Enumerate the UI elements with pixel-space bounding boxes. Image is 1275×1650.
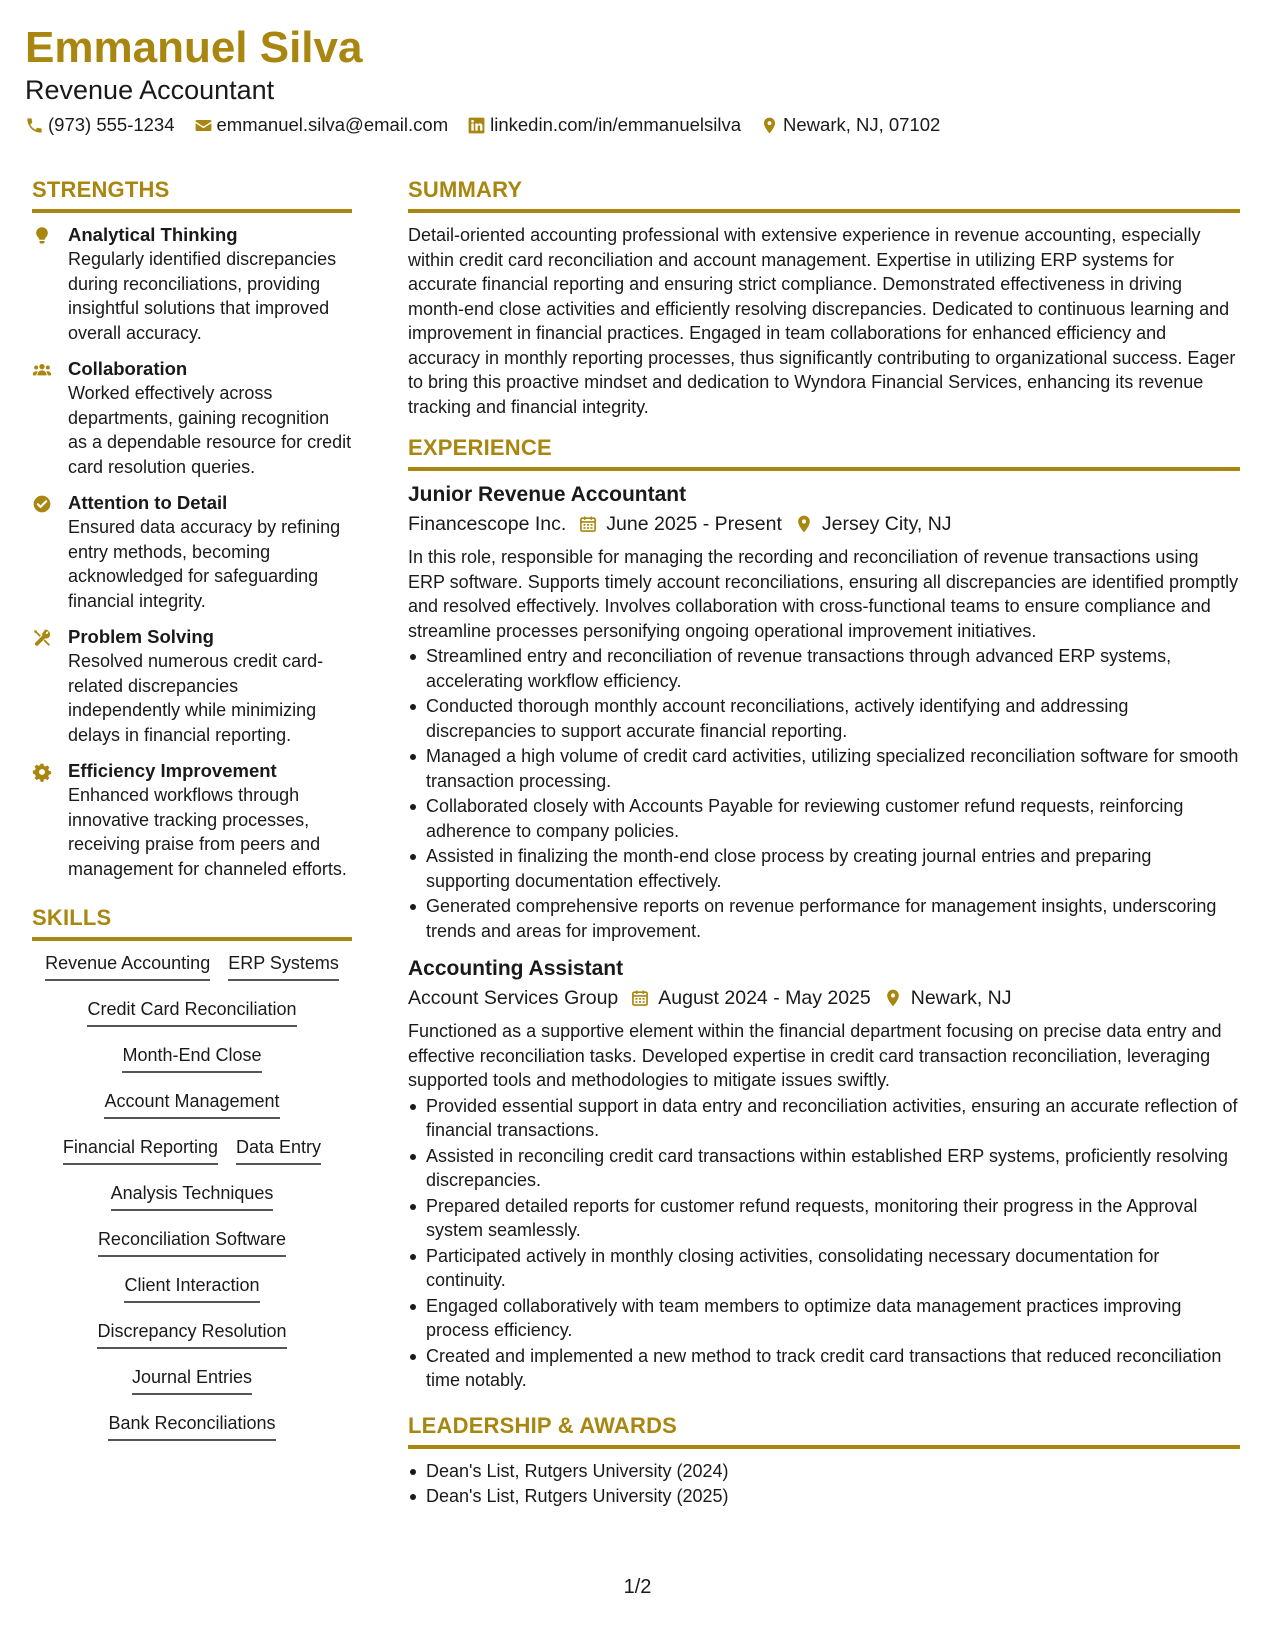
gear-icon xyxy=(32,762,52,782)
linkedin-link[interactable]: linkedin.com/in/emmanuelsilva xyxy=(490,114,742,135)
location-text: Newark, NJ, 07102 xyxy=(783,114,941,135)
skill-tag: Client Interaction xyxy=(124,1273,259,1303)
job-title: Accounting Assistant xyxy=(408,957,624,980)
job-company: Account Services Group xyxy=(408,987,619,1009)
strength-item xyxy=(32,357,352,479)
linkedin-icon xyxy=(467,116,486,135)
calendar-icon xyxy=(578,514,598,534)
contact-linkedin[interactable] xyxy=(467,113,741,137)
job-title: Junior Revenue Accountant xyxy=(408,483,687,506)
skill-tag: Reconciliation Software xyxy=(98,1227,286,1257)
left-column xyxy=(32,175,352,1457)
strength-desc: Regularly identified discrepancies during reconciliations, providing insightful solutions that improved overall accuracy. xyxy=(68,249,337,343)
strength-desc: Resolved numerous credit card-related discrepancies independently while minimizing delays in financial reporting. xyxy=(68,651,324,745)
job-meta xyxy=(408,983,1240,1013)
job-description: Functioned as a supportive element within the financial department focusing on precise data entry and effective reconciliation tasks. Developed expertise in credit card transaction reconciliation, leveraging supported tools and methodologies to mitigate issues swiftly. xyxy=(408,1021,1222,1090)
contact-email[interactable] xyxy=(194,113,449,137)
awards-list xyxy=(408,1459,1240,1509)
skill-tag: Revenue Accounting xyxy=(45,951,210,981)
job-achievements xyxy=(408,1094,1240,1393)
strength-item xyxy=(32,625,352,747)
job-entry xyxy=(408,955,1240,1393)
award-item: Dean's List, Rutgers University (2024) xyxy=(408,1459,1240,1484)
summary-text: Detail-oriented accounting professional with extensive experience in revenue accounting, especially within credit card reconciliation and account management. Expertise in utilizing ERP systems for accurate financial reporting and ensuring strict compliance. Demonstrated effectiveness in driving month-end close activities and efficiently resolving discrepancies. Dedicated to continuous learning and improvement in financial practices. Engaged in team collaborations for enhanced efficiency and accuracy in monthly reporting processes, thus significantly contributing to organizational success. Eager to bring this proactive mindset and dedication to Wyndora Financial Services, enhancing its revenue tracking and financial integrity. xyxy=(408,225,1236,417)
job-company: Financescope Inc. xyxy=(408,513,567,535)
achievement-item: Collaborated closely with Accounts Payable for reviewing customer refund requests, reinforcing adherence to company policies. xyxy=(408,794,1240,843)
candidate-name: Emmanuel Silva xyxy=(25,23,363,72)
strength-title: Attention to Detail xyxy=(68,492,228,513)
contact-bar xyxy=(25,113,959,137)
job-location: Jersey City, NJ xyxy=(821,513,952,535)
job-dates: June 2025 - Present xyxy=(606,513,782,535)
phone-icon xyxy=(25,116,44,135)
job-dates: August 2024 - May 2025 xyxy=(658,987,871,1009)
candidate-headline: Revenue Accountant xyxy=(25,75,275,105)
strength-item xyxy=(32,491,352,613)
achievement-item: Assisted in finalizing the month-end close process by creating journal entries and preparing supporting documentation effectively. xyxy=(408,844,1240,893)
achievement-item: Provided essential support in data entry and reconciliation activities, ensuring an accurate reflection of financial transactions. xyxy=(408,1094,1240,1143)
skill-tag: ERP Systems xyxy=(228,951,339,981)
experience-heading: EXPERIENCE xyxy=(408,433,1240,471)
skill-tag: Account Management xyxy=(104,1089,279,1119)
contact-phone xyxy=(25,113,175,137)
achievement-item: Participated actively in monthly closing activities, consolidating necessary documentation for continuity. xyxy=(408,1244,1240,1293)
page-number: 1/2 xyxy=(623,1576,652,1598)
job-entry xyxy=(408,481,1240,943)
job-achievements xyxy=(408,644,1240,943)
strength-desc: Enhanced workflows through innovative tracking processes, receiving praise from peers and management for channeled efforts. xyxy=(68,785,347,879)
job-description: In this role, responsible for managing the recording and reconciliation of revenue transactions using ERP software. Supports timely account reconciliations, ensuring all discrepancies are identified promptly and resolved effectively. Involves collaboration with cross-functional teams to ensure compliance and streamline processes personifying ongoing operational improvement initiatives. xyxy=(408,547,1239,641)
map-pin-icon xyxy=(883,988,903,1008)
skills-heading: SKILLS xyxy=(32,903,352,941)
skill-tag: Discrepancy Resolution xyxy=(97,1319,286,1349)
skill-tag: Data Entry xyxy=(236,1135,321,1165)
strength-title: Problem Solving xyxy=(68,626,214,647)
right-column xyxy=(408,175,1240,1509)
strength-title: Efficiency Improvement xyxy=(68,760,277,781)
strength-desc: Worked effectively across departments, gaining recognition as a dependable resource for credit card resolution queries. xyxy=(68,383,352,477)
email-link[interactable]: emmanuel.silva@email.com xyxy=(216,114,449,135)
achievement-item: Created and implemented a new method to track credit card transactions that reduced reconciliation time notably. xyxy=(408,1344,1240,1393)
achievement-item: Managed a high volume of credit card activities, utilizing specialized reconciliation software for smooth transaction processing. xyxy=(408,744,1240,793)
skill-tag: Financial Reporting xyxy=(63,1135,218,1165)
strength-title: Analytical Thinking xyxy=(68,224,238,245)
contact-location xyxy=(760,113,940,137)
users-icon xyxy=(32,360,52,380)
skill-tag: Analysis Techniques xyxy=(111,1181,274,1211)
achievement-item: Prepared detailed reports for customer refund requests, monitoring their progress in the Approval system seamlessly. xyxy=(408,1194,1240,1243)
map-pin-icon xyxy=(760,116,779,135)
summary-heading: SUMMARY xyxy=(408,175,1240,213)
job-location: Newark, NJ xyxy=(910,987,1012,1009)
envelope-icon xyxy=(194,116,213,135)
achievement-item: Streamlined entry and reconciliation of revenue transactions through advanced ERP systems, accelerating workflow efficiency. xyxy=(408,644,1240,693)
tools-icon xyxy=(32,628,52,648)
achievement-item: Engaged collaboratively with team members to optimize data management practices improving process efficiency. xyxy=(408,1294,1240,1343)
skills-list xyxy=(32,951,352,1457)
achievement-item: Conducted thorough monthly account reconciliations, actively identifying and addressing discrepancies to support accurate financial reporting. xyxy=(408,694,1240,743)
calendar-icon xyxy=(630,988,650,1008)
achievement-item: Generated comprehensive reports on revenue performance for management insights, underscoring trends and areas for improvement. xyxy=(408,894,1240,943)
achievement-item: Assisted in reconciling credit card transactions within established ERP systems, proficiently resolving discrepancies. xyxy=(408,1144,1240,1193)
strength-desc: Ensured data accuracy by refining entry methods, becoming acknowledged for safeguarding financial integrity. xyxy=(68,517,341,611)
phone-text: (973) 555-1234 xyxy=(48,114,175,135)
skill-tag: Credit Card Reconciliation xyxy=(87,997,296,1027)
check-circle-icon xyxy=(32,494,52,514)
strength-title: Collaboration xyxy=(68,358,188,379)
job-meta xyxy=(408,509,1240,539)
awards-heading: LEADERSHIP & AWARDS xyxy=(408,1411,1240,1449)
strengths-heading: STRENGTHS xyxy=(32,175,352,213)
award-item: Dean's List, Rutgers University (2025) xyxy=(408,1484,1240,1509)
lightbulb-icon xyxy=(32,226,52,246)
skill-tag: Journal Entries xyxy=(132,1365,252,1395)
map-pin-icon xyxy=(794,514,814,534)
skill-tag: Month-End Close xyxy=(122,1043,261,1073)
strength-item xyxy=(32,223,352,345)
skill-tag: Bank Reconciliations xyxy=(108,1411,275,1441)
strength-item xyxy=(32,759,352,881)
